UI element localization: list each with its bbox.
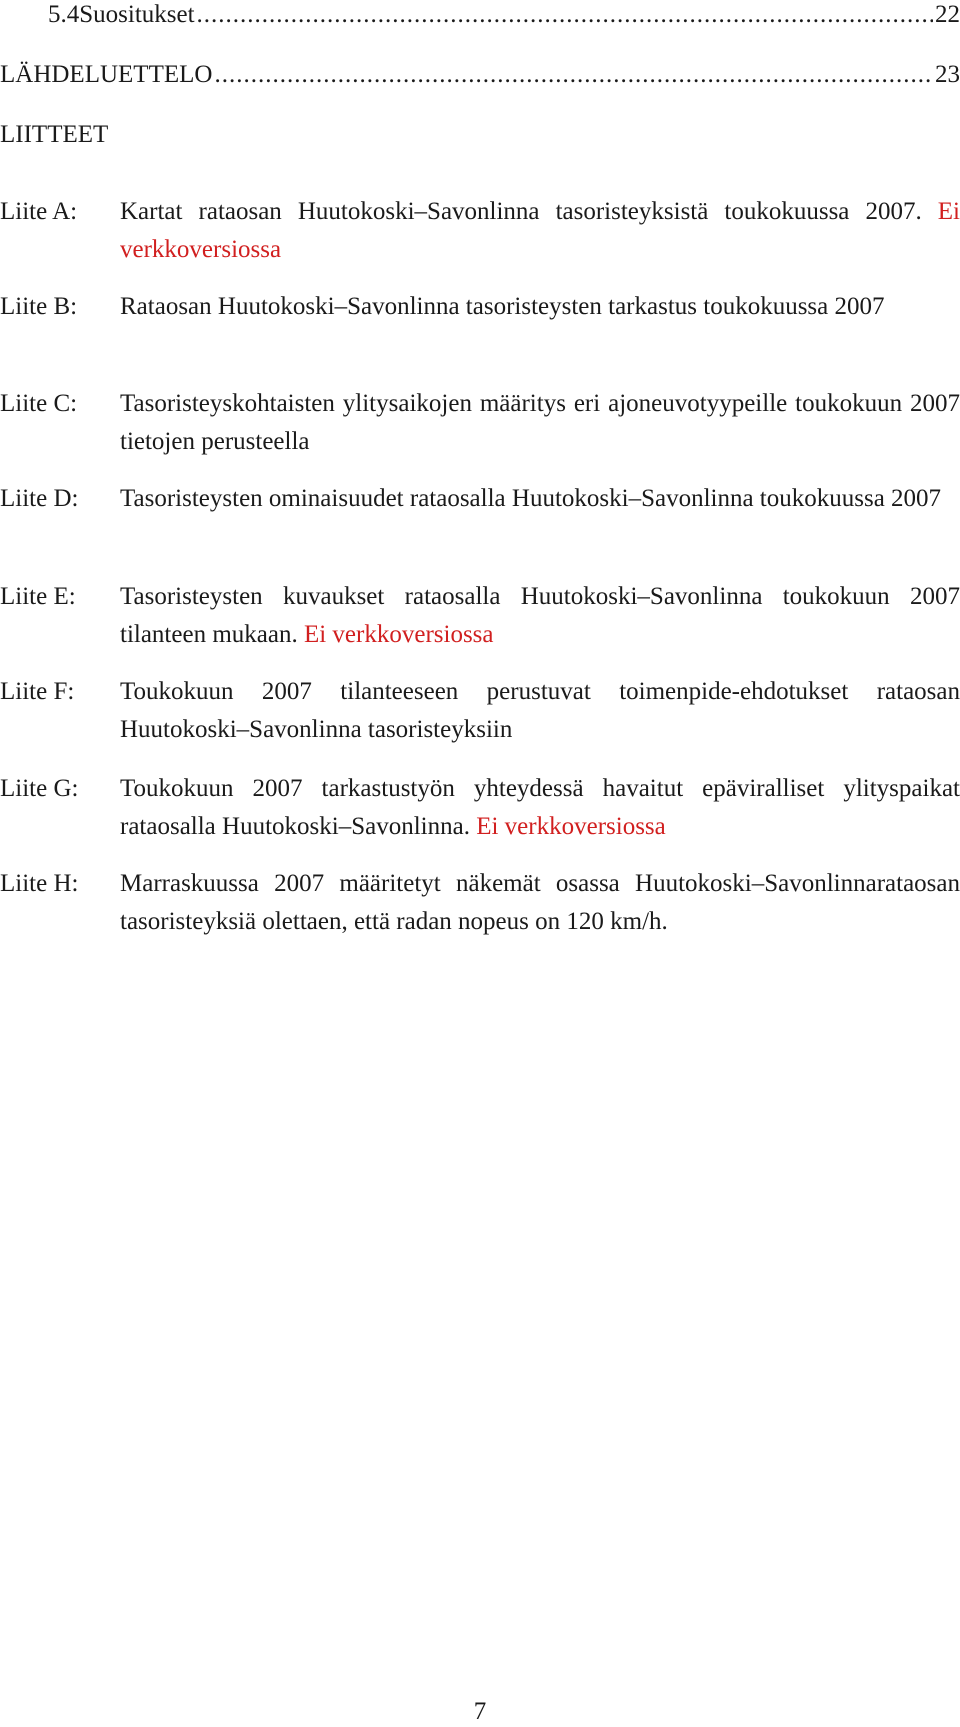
toc-number: 5.4 [48, 1, 80, 28]
appendix-g [0, 770, 960, 846]
appendix-c [0, 385, 960, 461]
toc-row-suositukset [0, 0, 960, 30]
appendix-text: Rataosan Huutokoski–Savonlinna tasoristeysten tarkastus toukokuussa 2007 [120, 293, 885, 320]
appendix-label: Liite F: [0, 678, 75, 705]
page-number: 7 [473, 1698, 487, 1725]
appendix-b [0, 288, 960, 326]
appendix-label: Liite A: [0, 198, 78, 225]
appendix-e [0, 578, 960, 654]
appendix-text: Toukokuun 2007 tarkastustyön yhteydessä havaitut epäviralliset ylityspaikat rataosalla Huutokoski–Savonlinna. Ei verkkoversiossa [120, 775, 960, 840]
appendix-label: Liite B: [0, 293, 78, 320]
appendix-text: Tasoristeysten ominaisuudet rataosalla Huutokoski–Savonlinna toukokuussa 2007 [120, 485, 942, 512]
appendix-f [0, 673, 960, 749]
appendix-h [0, 865, 960, 941]
toc-title: Suositukset [79, 1, 195, 28]
appendix-d [0, 480, 960, 518]
appendix-text: Kartat rataosan Huutokoski–Savonlinna tasoristeyksistä toukokuussa 2007. Ei verkkoversiossa [120, 198, 960, 263]
appendix-text: Tasoristeysten kuvaukset rataosalla Huutokoski–Savonlinna toukokuun 2007 tilanteen mukaan. Ei verkkoversiossa [120, 583, 960, 648]
toc-leader [214, 60, 933, 90]
appendix-note: Ei verkkoversiossa [120, 198, 960, 263]
toc-title: LÄHDELUETTELO [0, 61, 213, 88]
appendix-label: Liite C: [0, 390, 78, 417]
appendix-label: Liite H: [0, 870, 79, 897]
appendix-label: Liite G: [0, 775, 79, 802]
appendix-note: Ei verkkoversiossa [476, 813, 666, 840]
toc-page: 22 [935, 1, 960, 28]
appendix-text: Tasoristeyskohtaisten ylitysaikojen määritys eri ajoneuvotyypeille toukokuun 2007 tietojen perusteella [120, 390, 960, 455]
appendices-heading: LIITTEET [0, 121, 109, 148]
toc-leader [197, 0, 933, 30]
toc-row-lahdeluettelo [0, 60, 960, 90]
appendix-text: Toukokuun 2007 tilanteeseen perustuvat toimenpide-ehdotukset rataosan Huutokoski–Savonlinna tasoristeyksiin [120, 678, 960, 743]
appendix-a [0, 193, 960, 269]
appendix-note: Ei verkkoversiossa [303, 621, 494, 648]
appendix-text: Marraskuussa 2007 määritetyt näkemät osassa Huutokoski–Savonlinnarataosan tasoristeyksiä olettaen, että radan nopeus on 120 km/h. [120, 870, 960, 935]
appendix-label: Liite E: [0, 583, 76, 610]
appendix-label: Liite D: [0, 485, 79, 512]
toc-page: 23 [935, 61, 960, 88]
